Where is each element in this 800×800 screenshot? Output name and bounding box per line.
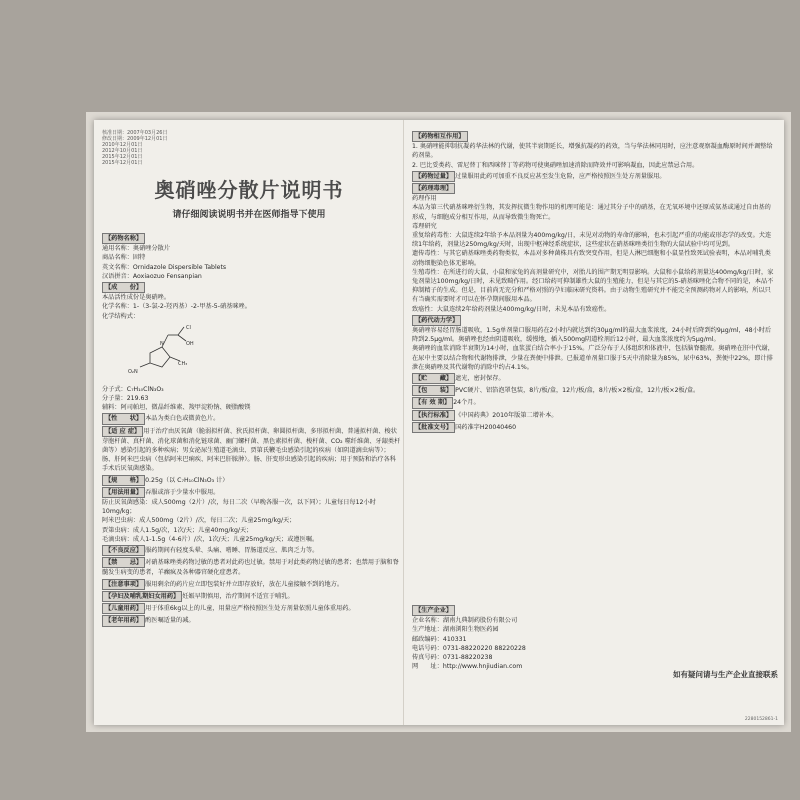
section-text: 汉语拼音：Aoxiaozuo Fensanpian [102,272,202,280]
section-header: 【成 份】 [102,282,145,293]
section-header: 【药代动力学】 [412,315,461,326]
section-text: 妊娠早期慎用，治疗期间不适宜于哺乳。 [182,592,294,600]
left-paragraph [102,385,402,394]
left-paragraph [102,425,402,474]
left-paragraph [102,474,402,486]
left-paragraph [102,394,402,403]
company-paragraph [412,653,682,662]
date-line: 2015年12月01日 [102,154,143,160]
section-text: 生殖毒性：在所进行的大鼠、小鼠和家兔的高剂量研究中，对胎儿的围产期无明显影响。大鼠和小鼠给药剂量达400mg/kg/日时，家兔剂量达100mg/kg/日时，未见致畸作用。经口给药可抑制雄性大鼠的生殖能力，但是与其它的5-硝基咪唑化合物不同的是，本品不抑制精子的生成。但是，目前尚无充分和严格对照的孕妇临床研究资料。由于动物生殖研究并不能完全预测药物对人的影响，所以只有当确实需要时才可以在怀孕期间服用本品。 [412,268,774,304]
print-code: 2280152861-1 [744,717,778,722]
fold-line [403,120,404,725]
company-paragraph [412,625,682,634]
section-text: 24个月。 [453,399,480,407]
nitro-label: O₂N [128,368,138,375]
section-header: 【药物过量】 [412,171,455,182]
right-paragraph [412,409,777,421]
right-paragraph [412,305,777,314]
right-paragraph [412,203,777,221]
date-line: 核准日期：2007年03月26日 [102,130,168,136]
section-header: 【药物相互作用】 [412,131,468,142]
left-paragraph [102,526,402,535]
right-paragraph [412,130,777,142]
section-text: 网 址：http://www.hnjiudian.com [412,663,523,671]
right-column [412,130,777,433]
section-text: 毛滴虫病：成人1-1.5g（4-6片）/次，1次/天；儿童25mg/kg/天；或遵医嘱。 [102,535,319,543]
section-text: 过量服用此药可加重不良反应甚至发生危险，应严格按照医生处方剂量服用。 [455,172,666,180]
section-text: 企业名称：湖南九典制药股份有限公司 [412,617,518,625]
section-text: 商品名称：固特 [102,254,146,262]
section-header: 【有 效 期】 [412,397,453,408]
left-paragraph [102,232,402,244]
section-text: 化学名称：1-（3-氯-2-羟丙基）-2-甲基-5-硝基咪唑。 [102,303,251,311]
right-paragraph [412,161,777,170]
left-paragraph [102,293,402,302]
section-text: 服药期间有轻度头晕、头痛、嗜睡、胃肠道反应、肌肉乏力等。 [145,547,319,555]
nitrogen-label: N [160,340,164,347]
left-paragraph [102,498,402,516]
section-text: 2. 巴比妥类药、雷尼替丁和西咪替丁等药物可使奥硝唑加速消除而降效并可影响凝血，因此应禁忌合用。 [412,161,699,169]
section-header: 【注意事项】 [102,579,145,590]
right-paragraph [412,268,777,305]
section-text: 药理作用 [412,195,437,203]
section-text: 传真号码：0731-88220238 [412,654,493,662]
date-line: 2010年12月01日 [102,142,143,148]
left-paragraph [102,302,402,311]
section-text: 贾第虫病：成人1.5g/次，1次/天；儿童40mg/kg/天； [102,526,253,534]
company-paragraph [412,616,682,625]
methyl-label: CH₃ [178,360,188,367]
left-paragraph [102,602,402,614]
section-text: 毒理研究 [412,222,437,230]
section-text: 生产地址：湖南浏阳生物医药园 [412,626,499,634]
date-line: 修改日期：2009年12月01日 [102,136,168,142]
section-text: 用于治疗由厌氧菌（脆弱拟杆菌、狄氏拟杆菌、卵圆拟杆菌、多形拟杆菌、普通拟杆菌、梭状芽胞杆菌、真杆菌、消化球菌和消化链球菌、幽门螺杆菌、黑色素拟杆菌、梭杆菌、CO₂ 噬纤维菌、牙龈类杆菌等）感染引起的多种疾病；男女泌尿生殖道毛滴虫、贾第氏鞭毛虫感染引起的疾病（如阴道滴虫病等）；肠、肝阿米巴虫病（包括阿米巴痢疾、阿米巴肝脓肿）。肠、肝变形虫感染引起的疾病；用于预防和治疗各科手术后厌氧菌感染。 [102,427,401,473]
section-text: 奥硝唑的血浆消除半衰期为14小时，血浆蛋白结合率小于15%。广泛分布于人体组织和体液中，包括脑脊髓液。奥硝唑在肝中代谢，在尿中主要以结合物和代谢物排泄，少量在粪便中排泄。已报道单剂量口服于5天中消除量为85%，尿中63%，粪便中22%，即计排泄在奥硝唑及其代谢物的消除中约占4.1%。 [412,345,774,371]
section-text: 本品为类白色或微黄色片。 [145,415,220,423]
page-subtitle: 请仔细阅读说明书并在医师指导下使用 [172,210,326,220]
section-header: 【批准文号】 [412,422,455,433]
section-text: 服用剩余的药片应立即包装好并立即存放好，放在儿童接触不到的地方。 [145,580,344,588]
section-header: 【药理毒理】 [412,183,455,194]
section-text: 本品活性成份是奥硝唑。 [102,294,171,302]
left-paragraph [102,614,402,626]
section-text: 遗传毒性：与其它硝基咪唑类药物类似，本品对多种菌株具有致突变作用，但是人淋巴细胞和小鼠显性致死试验表明，本品对哺乳类动物细胞染色体无影响。 [412,250,771,267]
leaflet-sheet [94,120,784,725]
right-paragraph [412,421,777,433]
date-line: 2012年10月01日 [102,148,143,154]
left-paragraph [102,556,402,577]
section-text: 遮光，密封保存。 [455,375,505,383]
left-paragraph [102,263,402,272]
section-text: 酌医嘱适量的减。 [145,617,195,625]
left-paragraph [102,535,402,544]
section-text: 辅料：阿司帕坦、微晶纤维素、羧甲淀粉钠、硬脂酸镁 [102,404,251,412]
section-text: 分子量：219.63 [102,395,149,403]
section-text: 致癌性：大鼠连续2年给药剂量达400mg/kg/日时，未见本品有致癌性。 [412,305,611,313]
section-text: 邮政编码：410331 [412,635,467,643]
right-paragraph [412,182,777,194]
section-text: 吞服或溶于少量水中服用。 [145,488,220,496]
right-paragraph [412,326,777,344]
section-header: 【孕妇及哺乳期妇女用药】 [102,591,182,602]
section-text: 通用名称：奥硝唑分散片 [102,245,171,253]
section-header: 【生产企业】 [412,605,455,616]
right-paragraph [412,249,777,267]
right-paragraph [412,194,777,203]
section-text: 奥硝唑容易经胃肠道吸收，1.5g单剂量口服用药在2小时内就达到约30μg/ml的最大血浆浓度，24小时后降到约9μg/ml，48小时后降到2.5μg/ml。奥硝唑也经由阴道吸收，缓慢地，插入500mg阴道栓剂后12小时，最大血浆浓度约为5μg/ml。 [412,327,772,344]
section-text: 本品为第三代硝基咪唑衍生物，其发挥抗微生物作用的机理可能是：通过其分子中的硝基，在无氧环境中还原成氨基或通过自由基的形成，与细胞成分相互作用，从而导致微生物死亡。 [412,204,771,221]
left-column [102,232,402,627]
section-header: 【包 装】 [412,385,455,396]
section-text: 国药准字H20040460 [455,423,517,431]
right-paragraph [412,170,777,182]
company-paragraph [412,635,682,644]
section-header: 【儿童用药】 [102,603,145,614]
section-header: 【用法用量】 [102,487,145,498]
chemical-structure [120,323,200,383]
right-paragraph [412,396,777,408]
section-header: 【规 格】 [102,475,145,486]
right-paragraph [412,384,777,396]
left-paragraph [102,312,402,321]
section-text: 电话号码：0731-88220220 88220228 [412,644,526,652]
section-text: 分子式：C₇H₁₀ClN₃O₃ [102,385,164,393]
section-header: 【不良反应】 [102,545,145,556]
left-paragraph [102,403,402,412]
section-header: 【执行标准】 [412,410,455,421]
section-header: 【禁 忌】 [102,557,145,568]
left-paragraph [102,272,402,281]
left-paragraph [102,590,402,602]
left-paragraph [102,486,402,498]
right-paragraph [412,314,777,326]
right-paragraph [412,372,777,384]
left-paragraph [102,253,402,262]
section-text: 阿米巴虫病：成人500mg（2片）/次，每日二次；儿童25mg/kg/天； [102,517,296,525]
right-paragraph [412,344,777,372]
right-paragraph [412,231,777,249]
section-text: 重复给药毒性：大鼠连续2年给予本品剂量为400mg/kg/日，未见对动物的寿命的影响，也未引起严重的功能或形态学的改变。犬连续1年给药，剂量达250mg/kg/天时，出现中枢神经系统症状，这些症状在硝基咪唑类衍生物的大鼠试验中均可见到。 [412,232,772,249]
company-paragraph [412,644,682,653]
left-paragraph [102,578,402,590]
right-paragraph [412,222,777,231]
right-paragraph [412,142,777,160]
date-line: 2015年12月01日 [102,160,143,166]
left-paragraph [102,412,402,424]
left-paragraph [102,281,402,293]
hydroxyl-label: OH [186,340,194,347]
company-paragraph [412,662,682,671]
section-text: 化学结构式： [102,312,140,320]
left-paragraph [102,544,402,556]
approval-dates [102,130,167,166]
section-header: 【老年用药】 [102,615,145,626]
chlorine-label: Cl [186,324,191,331]
section-header: 【性 状】 [102,413,145,424]
section-text: 0.25g（以 C₇H₁₀ClN₃O₃ 计） [145,476,229,484]
left-paragraph [102,516,402,525]
section-text: 英文名称：Ornidazole Dispersible Tablets [102,263,227,271]
section-text: PVC硬片、铝箔泡罩包装，8片/板/盒，12片/板/盒，8片/板×2板/盒，12片/板×2板/盒。 [455,387,700,395]
section-text: 1. 奥硝唑能抑制抗凝药华法林的代谢，使其半衰期延长，增强抗凝药的药效，当与华法林同用时，应注意观察凝血酶原时间并调整给药剂量。 [412,143,773,160]
company-paragraph [412,604,682,616]
section-header: 【适 应 症】 [102,426,143,437]
contact-note: 如有疑问请与生产企业直接联系 [673,670,778,679]
section-header: 【药物名称】 [102,233,145,244]
left-paragraph [102,244,402,253]
section-text: 防止厌氧菌感染：成人500mg（2片）/次，每日二次（早晚各服一次，以下同）；儿童每日每12小时10mg/kg； [102,499,376,516]
section-text: 《中国药典》2010年版第二增补本。 [455,411,558,419]
page-title: 奥硝唑分散片说明书 [154,178,344,202]
section-header: 【贮 藏】 [412,373,455,384]
section-text: 用于体重6kg以上的儿童，用量应严格按照医生处方剂量依照儿童体重用药。 [145,605,355,613]
section-text: 对硝基咪唑类药物过敏的患者对此药也过敏。禁用于对此类药物过敏的患者；也禁用于脑和脊髓发生病变的患者，羊癫疯及各种器官硬化症患者。 [102,559,399,577]
